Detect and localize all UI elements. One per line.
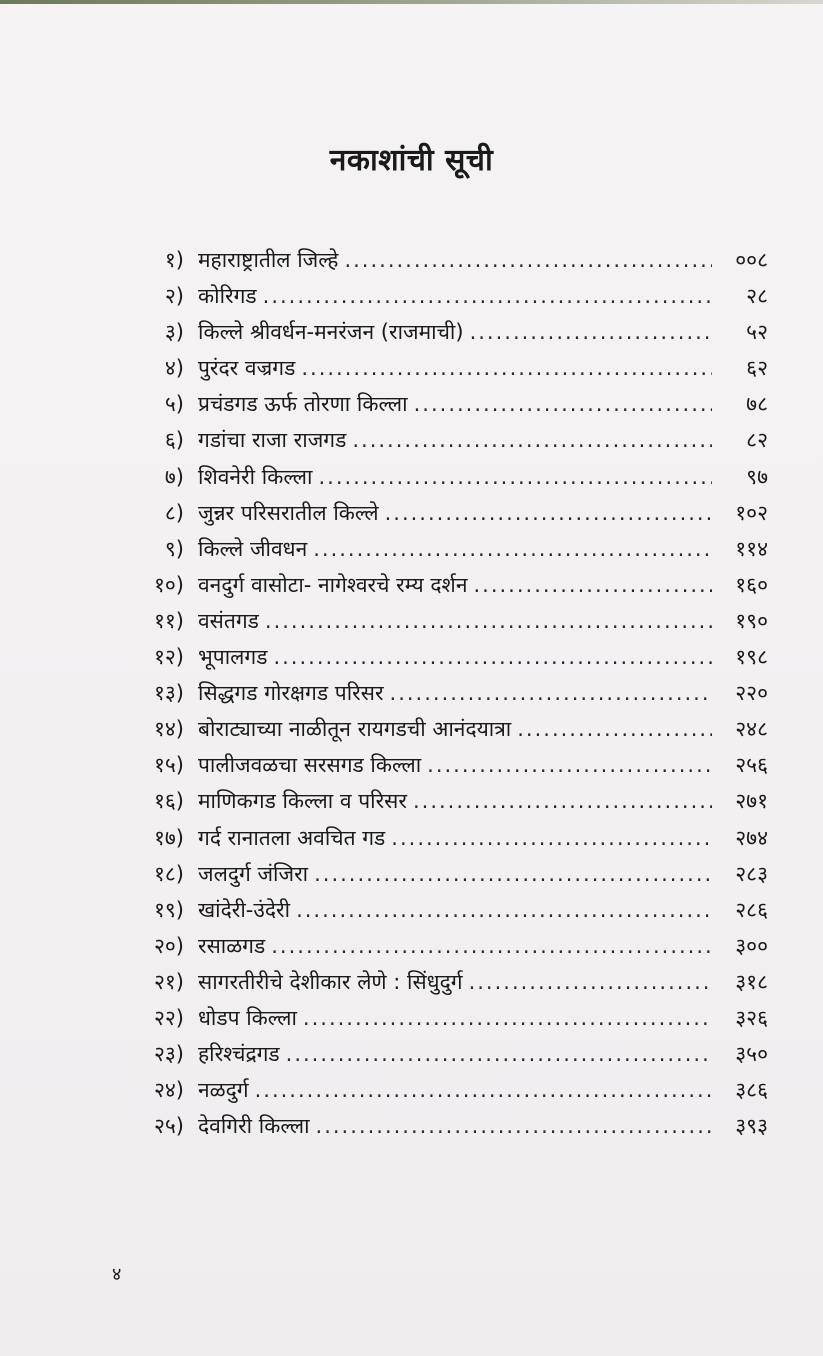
entry-title: देवगिरी किल्ला [198, 1114, 310, 1139]
entry-page-number: ६२ [746, 356, 768, 381]
entry-number: ७) [164, 464, 184, 489]
toc-entry [118, 531, 768, 567]
dot-leader [255, 1072, 712, 1108]
entry-number: ६) [164, 428, 184, 453]
entry-title: खांदेरी-उंदेरी [198, 897, 291, 922]
toc-entry [118, 892, 768, 928]
toc-entry [118, 856, 768, 892]
entry-number: १२) [153, 645, 184, 670]
entry-title: गर्द रानातला अवचित गड [198, 825, 386, 850]
entry-title: पुरंदर वज्रगड [198, 356, 296, 381]
entry-number: ९) [164, 536, 184, 561]
toc-entry [118, 675, 768, 711]
toc-entry [118, 964, 768, 1000]
entry-number: ४) [164, 356, 184, 381]
toc-entry [118, 422, 768, 458]
entry-title: महाराष्ट्रातील जिल्हे [198, 248, 339, 272]
entry-number: ३) [164, 320, 184, 345]
dot-leader [385, 495, 712, 531]
entry-title: हरिश्चंद्रगड [198, 1042, 280, 1067]
toc-entry [118, 747, 768, 783]
entry-page-number: २८३ [735, 861, 768, 886]
dot-leader [303, 1000, 712, 1036]
dot-leader [318, 459, 712, 495]
entry-number: २५) [153, 1114, 184, 1139]
entry-page-number: १६० [735, 572, 768, 597]
dot-leader [313, 531, 712, 567]
dot-leader [344, 242, 712, 278]
entry-page-number: १०२ [735, 500, 768, 525]
entry-title: किल्ले जीवधन [198, 536, 308, 561]
entry-page-number: ८२ [746, 428, 768, 453]
entry-title: सिद्धगड गोरक्षगड परिसर [198, 681, 384, 706]
dot-leader [314, 856, 712, 892]
dot-leader [391, 820, 712, 856]
entry-title: गडांचा राजा राजगड [198, 428, 347, 453]
entry-page-number: २७४ [735, 825, 768, 850]
entry-page-number: ००८ [735, 248, 768, 272]
dot-leader [296, 892, 712, 928]
entry-page-number: ३५० [735, 1042, 768, 1067]
entry-number: २१) [153, 969, 184, 994]
toc-entry [118, 603, 768, 639]
dot-leader [352, 422, 712, 458]
entry-number: ८) [164, 500, 184, 525]
entry-title: भूपालगड [198, 645, 268, 670]
entry-page-number: २८६ [735, 897, 768, 922]
toc-entry [118, 350, 768, 386]
entry-number: ५) [164, 392, 184, 417]
entry-number: १३) [153, 681, 184, 706]
entry-page-number: १९० [735, 608, 768, 633]
entry-number: १०) [153, 572, 184, 597]
dot-leader [413, 783, 712, 819]
entry-title: वनदुर्ग वासोटा- नागेश्वरचे रम्य दर्शन [198, 572, 468, 597]
dot-leader [263, 278, 712, 314]
toc-entry [118, 459, 768, 495]
toc-entry [118, 1108, 768, 1144]
dot-leader [470, 314, 712, 350]
dot-leader [414, 386, 712, 422]
entry-number: १७) [153, 825, 184, 850]
entry-page-number: ११४ [735, 536, 768, 561]
entry-number: २२) [153, 1005, 184, 1030]
toc-entry [118, 386, 768, 422]
entry-title: माणिकगड किल्ला व परिसर [198, 789, 407, 814]
dot-leader [286, 1036, 712, 1072]
entry-number: १९) [153, 897, 184, 922]
entry-number: १६) [153, 789, 184, 814]
toc-entry [118, 242, 768, 278]
entry-title: बोराट्याच्या नाळीतून रायगडची आनंदयात्रा [198, 717, 512, 742]
entry-title: सागरतीरीचे देशीकार लेणे : सिंधुदुर्ग [198, 969, 463, 994]
entry-number: २३) [153, 1042, 184, 1067]
entry-page-number: ३८६ [735, 1078, 768, 1103]
entry-number: २४) [153, 1078, 184, 1103]
toc-entry [118, 928, 768, 964]
toc-entry [118, 1036, 768, 1072]
entry-title: जलदुर्ग जंजिरा [198, 861, 309, 886]
toc-entry [118, 1072, 768, 1108]
toc-entry [118, 820, 768, 856]
dot-leader [265, 603, 712, 639]
dot-leader [427, 747, 712, 783]
entry-number: १५) [153, 753, 184, 778]
page-title: नकाशांची सूची [329, 143, 494, 178]
toc-entry [118, 314, 768, 350]
page-top-edge [0, 0, 823, 4]
entry-number: १) [164, 248, 184, 272]
entry-page-number: २५६ [735, 753, 768, 778]
entry-title: नळदुर्ग [198, 1078, 249, 1103]
entry-page-number: ३१८ [735, 969, 768, 994]
entry-page-number: ९७ [746, 464, 768, 489]
dot-leader [301, 350, 712, 386]
toc-entry [118, 783, 768, 819]
entry-number: २०) [153, 933, 184, 958]
entry-page-number: ५२ [746, 320, 768, 345]
dot-leader [271, 928, 712, 964]
dot-leader [473, 567, 712, 603]
dot-leader [273, 639, 712, 675]
entry-title: किल्ले श्रीवर्धन-मनरंजन (राजमाची) [198, 320, 464, 345]
entry-number: २) [164, 284, 184, 309]
entry-title: शिवनेरी किल्ला [198, 464, 313, 489]
entry-page-number: २७१ [735, 789, 768, 814]
dot-leader [390, 675, 712, 711]
entry-number: १४) [153, 717, 184, 742]
entry-page-number: ३९३ [735, 1114, 768, 1139]
entry-page-number: ३०० [735, 933, 768, 958]
dot-leader [469, 964, 712, 1000]
entry-page-number: ७८ [746, 392, 768, 417]
toc-entry [118, 278, 768, 314]
entry-page-number: ३२६ [735, 1005, 768, 1030]
entry-page-number: २२० [735, 681, 768, 706]
entry-title: पालीजवळचा सरसगड किल्ला [198, 753, 422, 778]
toc-entry [118, 639, 768, 675]
map-index-list [118, 242, 768, 1144]
entry-title: कोरिगड [198, 284, 257, 309]
toc-entry [118, 495, 768, 531]
entry-number: ११) [153, 608, 184, 633]
entry-page-number: २८ [746, 284, 768, 309]
entry-number: १८) [153, 861, 184, 886]
entry-title: वसंतगड [198, 608, 259, 633]
entry-page-number: २४८ [735, 717, 768, 742]
toc-entry [118, 1000, 768, 1036]
dot-leader [316, 1108, 712, 1144]
page-folio: ४ [112, 1264, 122, 1285]
toc-entry [118, 711, 768, 747]
entry-title: प्रचंडगड ऊर्फ तोरणा किल्ला [198, 392, 408, 417]
entry-title: रसाळगड [198, 933, 266, 958]
entry-title: धोडप किल्ला [198, 1005, 297, 1030]
dot-leader [517, 711, 712, 747]
entry-page-number: १९८ [735, 645, 768, 670]
toc-entry [118, 567, 768, 603]
entry-title: जुन्नर परिसरातील किल्ले [198, 500, 379, 525]
